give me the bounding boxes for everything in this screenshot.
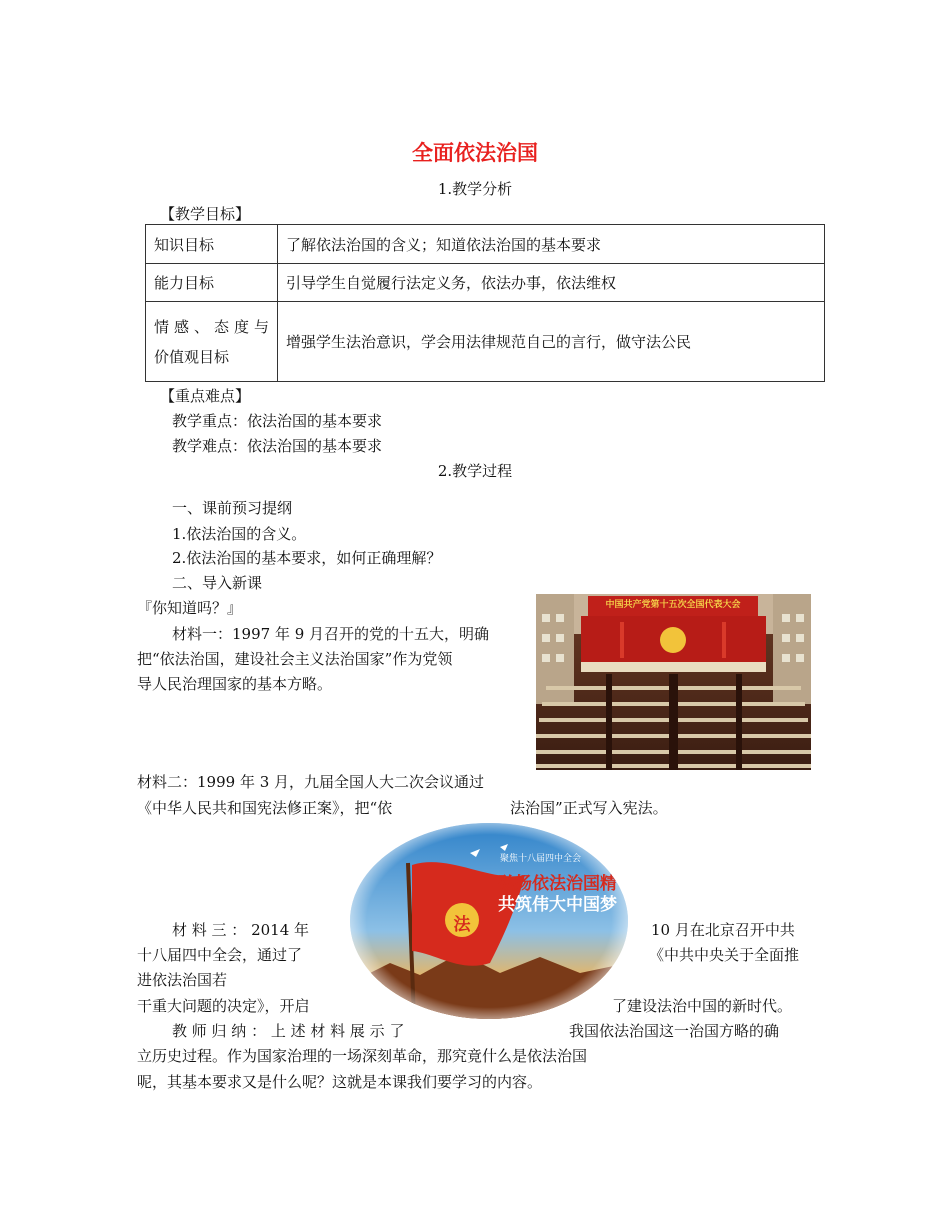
material-three-text: 了建设法治中国的新时代。	[612, 997, 793, 1015]
summary-text: 呢，其基本要求又是什么呢？这就是本课我们要学习的内容。	[137, 1073, 543, 1091]
material-three-text: 干重大问题的决定》，开启	[137, 997, 310, 1015]
flag-character: 法	[453, 915, 471, 935]
poster-headline: 共筑伟大中国梦	[498, 895, 617, 915]
goal-key: 知识目标	[146, 225, 278, 264]
congress-hall-photo	[536, 594, 811, 770]
key-label: 【重点难点】	[160, 387, 251, 405]
fourth-plenum-poster	[350, 823, 628, 1019]
material-three-text: 10 月在北京召开中共	[651, 921, 795, 939]
material-one-text: 把“依法治国，建设社会主义法治国家”作为党领	[137, 650, 453, 668]
table-row	[146, 225, 825, 264]
material-two-text: 材料二：1999 年 3 月，九届全国人大二次会议通过	[137, 773, 485, 791]
goal-key-line: 情感、态度与	[154, 317, 269, 336]
material-two-text: 《中华人民共和国宪法修正案》，把“依	[137, 799, 393, 817]
goal-value: 增强学生法治意识，学会用法律规范自己的言行，做守法公民	[278, 302, 825, 382]
goals-label: 【教学目标】	[160, 205, 251, 223]
intro-heading: 二、导入新课	[172, 574, 263, 592]
goal-key-line: 价值观目标	[154, 347, 230, 366]
preview-question: 1.依法治国的含义。	[172, 525, 307, 543]
key-point: 教学重点：依法治国的基本要求	[172, 412, 383, 430]
section-heading-process: 2.教学过程	[437, 462, 513, 480]
preview-heading: 一、课前预习提纲	[172, 499, 293, 517]
material-three-text: 十八届四中全会，通过了	[137, 946, 303, 964]
difficult-point: 教学难点：依法治国的基本要求	[172, 437, 383, 455]
table-row	[146, 264, 825, 302]
table-row	[146, 302, 825, 382]
photo-banner: 中国共产党第十五次全国代表大会	[605, 600, 741, 610]
material-three-text: 材 料 三 ： 2014 年	[172, 921, 310, 939]
material-three-text: 《中共中央关于全面推	[649, 946, 800, 964]
material-one-text: 材料一：1997 年 9 月召开的党的十五大，明确	[172, 625, 490, 643]
summary-text: 教 师 归 纳 ： 上 述 材 料 展 示 了	[172, 1022, 405, 1040]
goals-table	[145, 224, 825, 382]
material-one-text: 导人民治理国家的基本方略。	[137, 675, 333, 693]
goal-value: 引导学生自觉履行法定义务，依法办事，依法维权	[278, 264, 825, 302]
goal-key	[146, 302, 278, 382]
material-two-text: 法治国”正式写入宪法。	[510, 799, 668, 817]
section-heading-analysis: 1.教学分析	[437, 180, 513, 198]
summary-text: 立历史过程。作为国家治理的一场深刻革命，那究竟什么是依法治国	[137, 1047, 588, 1065]
goal-value: 了解依法治国的含义；知道依法治国的基本要求	[278, 225, 825, 264]
preview-question: 2.依法治国的基本要求，如何正确理解？	[172, 549, 442, 567]
know-label: 『你知道吗？』	[137, 599, 243, 617]
material-three-text: 进依法治国若	[137, 971, 228, 989]
page-title: 全面依法治国	[412, 141, 538, 165]
poster-headline: 弘扬依法治国精	[498, 874, 617, 894]
summary-text: 我国依法治国这一治国方略的确	[569, 1022, 780, 1040]
poster-subtitle: 聚焦十八届四中全会	[500, 854, 582, 864]
goal-key: 能力目标	[146, 264, 278, 302]
